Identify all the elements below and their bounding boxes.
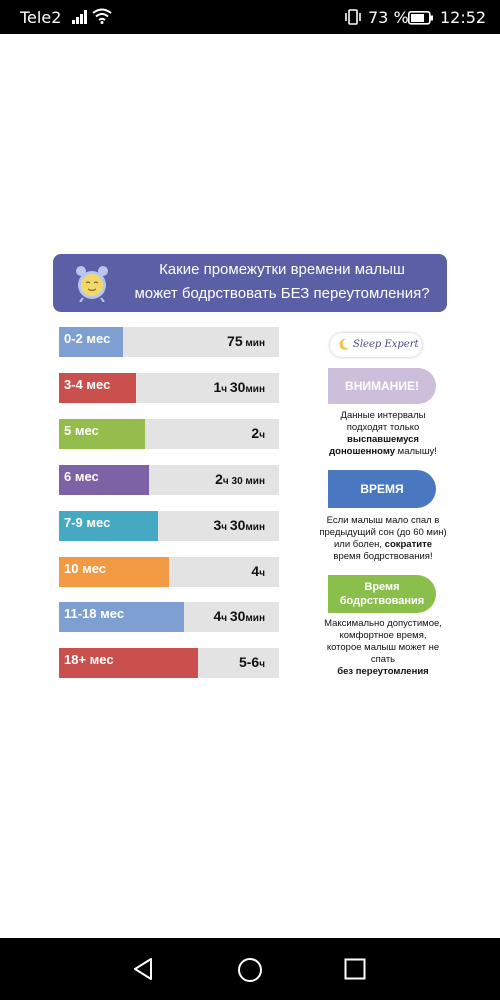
- signal-icon: [72, 9, 88, 28]
- age-label: 10 мес: [64, 561, 106, 576]
- age-row: [59, 465, 279, 495]
- awake-duration: 2ч: [251, 425, 265, 441]
- age-label: 11-18 мес: [64, 606, 125, 621]
- attention-note: Данные интервалы подходят только выспавшемуся доношенному малышу!: [329, 410, 437, 457]
- moon-icon: [339, 338, 350, 353]
- carrier-name: Tele2: [20, 8, 62, 27]
- clock: 12:52: [440, 8, 487, 27]
- awake-duration: 2ч 30 мин: [215, 471, 265, 487]
- recent-apps-button[interactable]: [344, 958, 366, 984]
- battery-percent: 73 %: [368, 8, 409, 27]
- sleep-expert-logo: [330, 333, 422, 357]
- age-bar: [59, 648, 198, 678]
- alarm-clock-icon: [75, 264, 109, 306]
- awake-time-badge: Время бодрствования: [328, 575, 436, 613]
- age-row: [59, 557, 279, 587]
- awake-duration: 4ч: [251, 563, 265, 579]
- infographic-header: [53, 254, 447, 312]
- battery-icon: [408, 10, 434, 29]
- age-label: 6 мес: [64, 469, 99, 484]
- age-label: 18+ мес: [64, 652, 114, 667]
- navigation-bar: [0, 938, 500, 1000]
- awake-duration: 3ч 30мин: [213, 517, 265, 533]
- time-badge: ВРЕМЯ: [328, 470, 436, 508]
- status-bar: [0, 0, 500, 34]
- age-label: 0-2 мес: [64, 331, 111, 346]
- header-title-line-2: может бодрствовать БЕЗ переутомления?: [134, 285, 430, 302]
- home-button[interactable]: [237, 957, 263, 987]
- age-row: [59, 511, 279, 541]
- age-bar: [59, 465, 149, 495]
- age-row: [59, 648, 279, 678]
- age-bar: [59, 602, 184, 632]
- age-row: [59, 373, 279, 403]
- awake-note: Максимально допустимое, комфортное время, которое малыш может не спать без переутомления: [324, 618, 442, 677]
- age-bar: [59, 511, 158, 541]
- awake-duration: 1ч 30мин: [213, 379, 265, 395]
- age-label: 3-4 мес: [64, 377, 111, 392]
- age-bar: [59, 419, 145, 449]
- age-bar: [59, 373, 136, 403]
- vibrate-icon: [344, 9, 362, 29]
- awake-duration: 4ч 30мин: [213, 608, 265, 624]
- header-title-line-1: Какие промежутки времени малыш: [159, 261, 405, 278]
- age-label: 5 мес: [64, 423, 99, 438]
- back-button[interactable]: [132, 957, 154, 985]
- wifi-icon: [92, 8, 112, 28]
- age-bar: [59, 327, 123, 357]
- time-note: Если малыш мало спал в предыдущий сон (до 60 мин) или болен, сократите время бодрствования!: [319, 515, 447, 562]
- attention-badge: ВНИМАНИЕ!: [328, 368, 436, 404]
- awake-duration: 75 мин: [227, 333, 265, 349]
- age-row: [59, 327, 279, 357]
- awake-duration: 5-6ч: [238, 654, 265, 670]
- age-row: [59, 602, 279, 632]
- age-row: [59, 419, 279, 449]
- age-bar: [59, 557, 169, 587]
- age-label: 7-9 мес: [64, 515, 111, 530]
- logo-text: Sleep Expert: [353, 339, 419, 350]
